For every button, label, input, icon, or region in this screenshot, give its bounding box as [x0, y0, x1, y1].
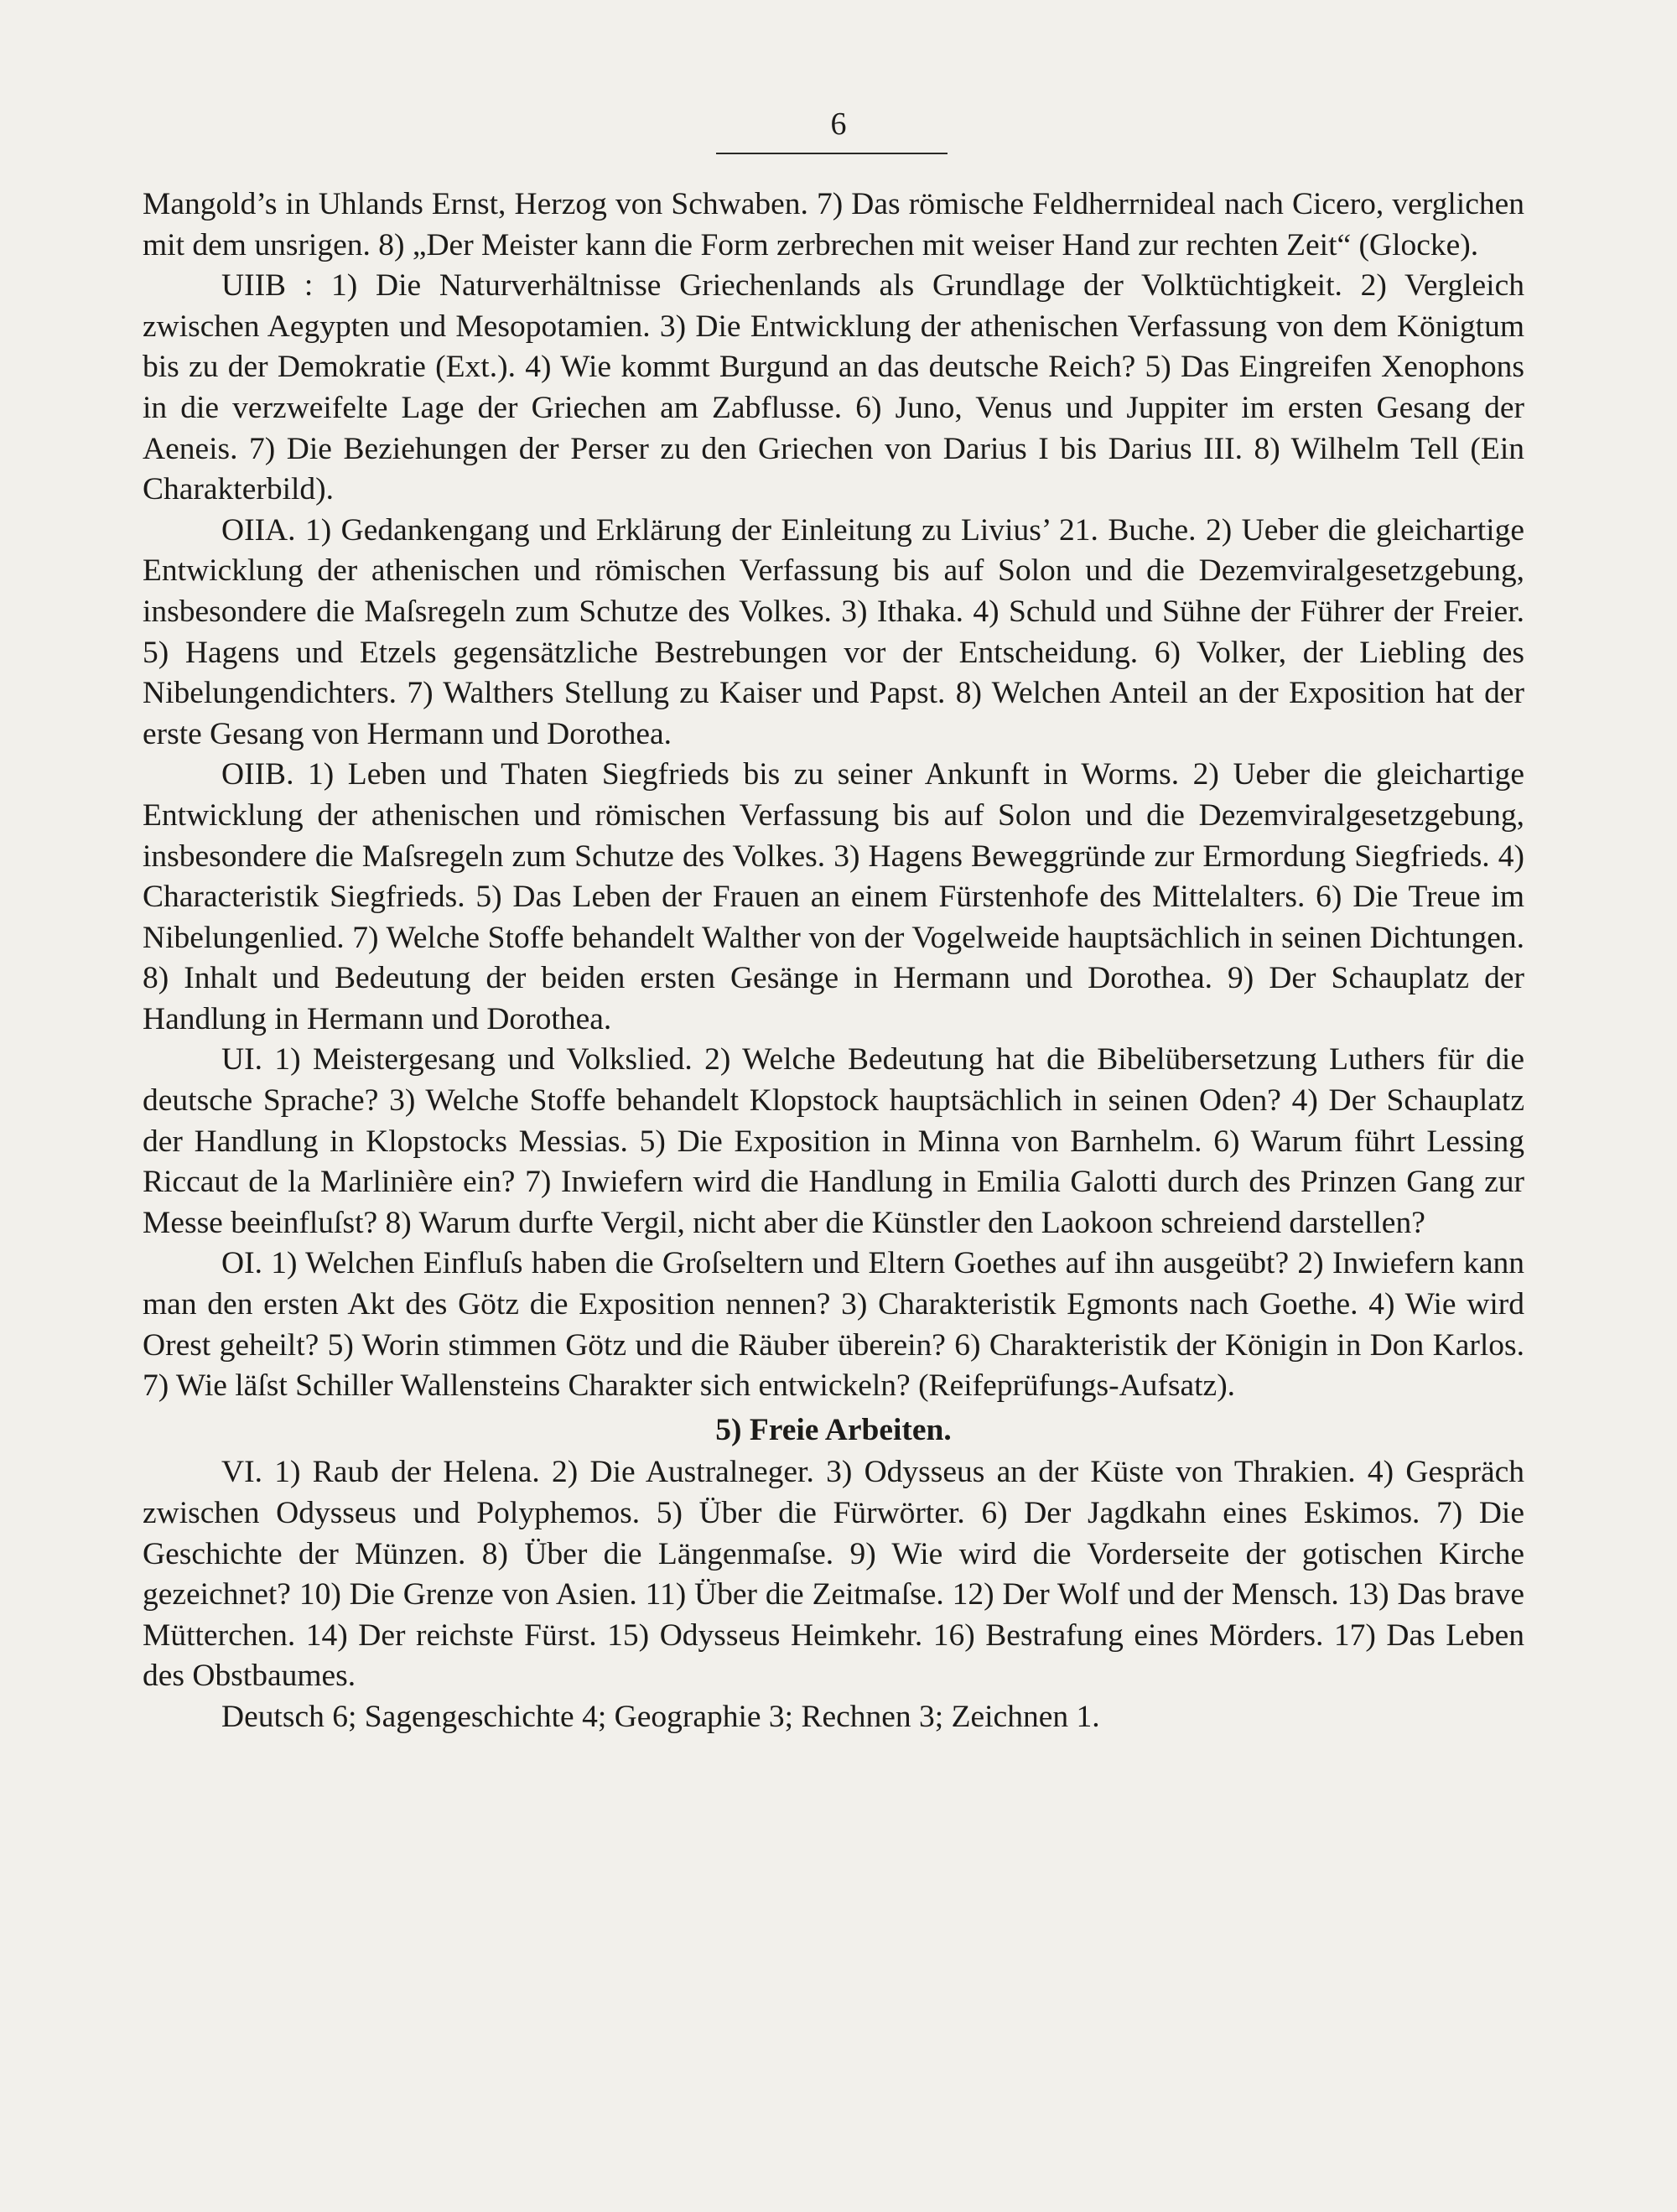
paragraph-continuation: Mangold’s in Uhlands Ernst, Herzog von Schwaben. 7) Das römische Feldherrnideal nach Cicero, verglichen mit dem unsrigen. 8) „Der Meister kann die Form zerbrechen mit weiser Hand zur rechten Zeit“ (Glocke). — [143, 187, 1524, 262]
page-body — [143, 184, 1524, 1738]
paragraph-vi: VI. 1) Raub der Helena. 2) Die Australneger. 3) Odysseus an der Küste von Thrakien. 4) Gespräch zwischen Odysseus und Polyphemos. 5) Über die Fürwörter. 6) Der Jagdkahn eines Eskimos. 7) Die Geschichte der Münzen. 8) Über die Längenmaſse. 9) Wie wird die Vorderseite der gotischen Kirche gezeichnet? 10) Die Grenze von Asien. 11) Über die Zeitmaſse. 12) Der Wolf und der Mensch. 13) Das brave Mütterchen. 14) Der reichste Fürst. 15) Odysseus Heimkehr. 16) Bestrafung eines Mörders. 17) Das Leben des Obstbaumes. — [143, 1455, 1524, 1694]
paragraph-hours-summary: Deutsch 6; Sagengeschichte 4; Geographie 3; Rechnen 3; Zeichnen 1. — [221, 1699, 1100, 1734]
paragraph-ui: UI. 1) Meistergesang und Volkslied. 2) Welche Bedeutung hat die Bibelübersetzung Luthers für die deutsche Sprache? 3) Welche Stoffe behandelt Klopstock hauptsächlich in seinen Oden? 4) Der Schauplatz der Handlung in Klopstocks Messias. 5) Die Exposition in Minna von Barnhelm. 6) Warum führt Lessing Riccaut de la Marlinière ein? 7) Inwiefern wird die Handlung in Emilia Galotti durch des Prinzen Gang zur Messe beeinfluſst? 8) Warum durfte Vergil, nicht aber die Künstler den Laokoon schreiend darstellen? — [143, 1042, 1524, 1240]
paragraph-oi: OI. 1) Welchen Einfluſs haben die Groſseltern und Eltern Goethes auf ihn ausgeübt? 2) Inwiefern kann man den ersten Akt des Götz die Exposition nennen? 3) Charakteristik Egmonts nach Goethe. 4) Wie wird Orest geheilt? 5) Worin stimmen Götz und die Räuber überein? 6) Charakteristik der Königin in Don Karlos. 7) Wie läſst Schiller Wallensteins Charakter sich entwickeln? (Reifeprüfungs-Aufsatz). — [143, 1246, 1524, 1404]
section-heading: 5) Freie Arbeiten. — [715, 1412, 952, 1447]
page-number: 6 — [830, 106, 847, 142]
paragraph-oiia: OIIA. 1) Gedankengang und Erklärung der Einleitung zu Livius’ 21. Buche. 2) Ueber die gleichartige Entwicklung der athenischen und römischen Verfassung bis auf Solon und die Dezemviralgesetzgebung, insbesondere die Maſsregeln zum Schutze des Volkes. 3) Ithaka. 4) Schuld und Sühne der Führer der Freier. 5) Hagens und Etzels gegensätzliche Bestrebungen vor der Entscheidung. 6) Volker, der Liebling des Nibelungendichters. 7) Walthers Stellung zu Kaiser und Papst. 8) Welchen Anteil an der Exposition hat der erste Gesang von Hermann und Dorothea. — [143, 512, 1524, 751]
paragraph-uiib: UIIB : 1) Die Naturverhältnisse Griechenlands als Grundlage der Volktüchtigkeit. 2) Vergleich zwischen Aegypten und Mesopotamien. 3) Die Entwicklung der athenischen Verfassung von dem Königtum bis zu der Demokratie (Ext.). 4) Wie kommt Burgund an das deutsche Reich? 5) Das Eingreifen Xenophons in die verzweifelte Lage der Griechen am Zabflusse. 6) Juno, Venus und Juppiter im ersten Gesang der Aeneis. 7) Die Beziehungen der Perser zu den Griechen von Darius I bis Darius III. 8) Wilhelm Tell (Ein Charakterbild). — [143, 268, 1524, 507]
paragraph-oiib: OIIB. 1) Leben und Thaten Siegfrieds bis zu seiner Ankunft in Worms. 2) Ueber die gleichartige Entwicklung der athenischen und römischen Verfassung bis auf Solon und die Dezemviralgesetzgebung, insbesondere die Maſsregeln zum Schutze des Volkes. 3) Hagens Beweggründe zur Ermordung Siegfrieds. 4) Characteristik Siegfrieds. 5) Das Leben der Frauen an einem Fürstenhofe des Mittelalters. 6) Die Treue im Nibelungenlied. 7) Welche Stoffe behandelt Walther von der Vogelweide hauptsächlich in seinen Dichtungen. 8) Inhalt und Bedeutung der beiden ersten Gesänge in Hermann und Dorothea. 9) Der Schauplatz der Handlung in Hermann und Dorothea. — [143, 757, 1524, 1036]
page-number-rule — [716, 153, 948, 154]
